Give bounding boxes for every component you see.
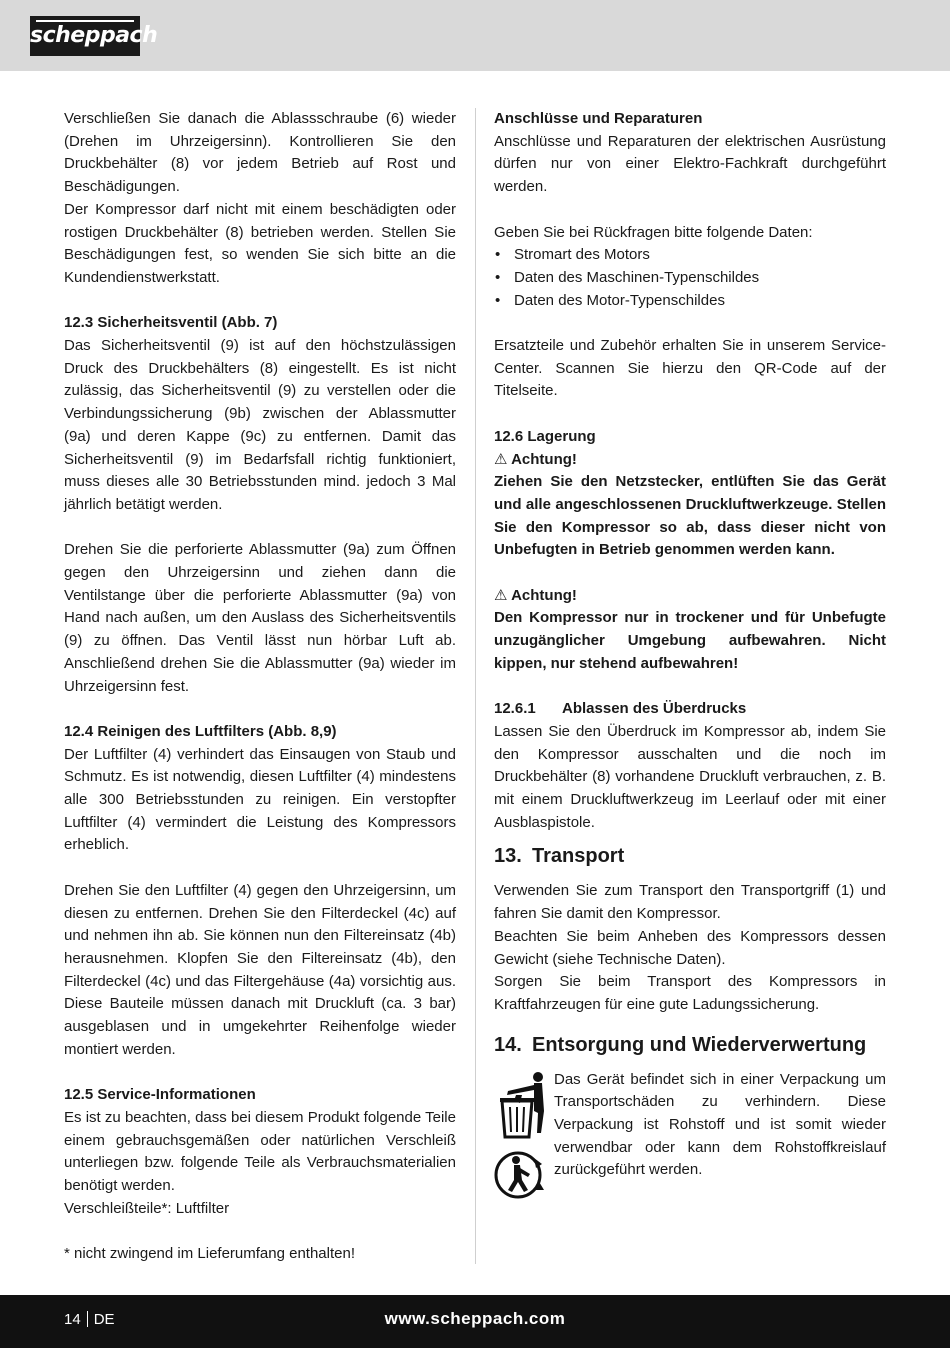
paragraph: Beachten Sie beim Anheben des Kompressors dessen Gewicht (siehe Technische Daten). — [494, 927, 886, 968]
page-number: 14 DE — [64, 1311, 115, 1328]
data-list — [494, 244, 886, 312]
warning-icon: ⚠ — [494, 450, 508, 468]
paragraph: Anschlüsse und Reparaturen der elektrischen Ausrüstung dürfen nur von einer Elektro-Fachkraft durchgeführt werden. — [494, 132, 886, 196]
paragraph: Verschleißteile*: Luftfilter — [64, 1199, 230, 1217]
section-heading-anschluesse: Anschlüsse und Reparaturen — [494, 110, 703, 127]
recycle-person-icon — [494, 1150, 546, 1200]
section-heading-12-4: 12.4 Reinigen des Luftfilters (Abb. 8,9) — [64, 722, 337, 740]
chapter-heading-13: 13. Transport — [494, 845, 625, 868]
warning-text: Den Kompressor nur in trockener und für Unbefugte unzugänglicher Umgebung aufbewahren. Nicht kippen, nur stehend aufbewahren! — [494, 609, 886, 672]
paragraph: Verschließen Sie danach die Ablassschraube (6) wieder (Drehen im Uhrzeigersinn). Kontrollieren Sie den Druckbehälter (8) vor jedem Betrieb auf Rost und Beschädigungen. — [64, 110, 456, 196]
section-heading-12-3: 12.3 Sicherheitsventil (Abb. 7) — [64, 314, 278, 332]
paragraph: Ersatzteile und Zubehör erhalten Sie in unserem Service-Center. Scannen Sie hierzu den QR-Code auf der Titelseite. — [494, 337, 886, 400]
section-heading-12-5: 12.5 Service-Informationen — [64, 1086, 256, 1104]
disposal-section — [494, 1069, 886, 1189]
list-item: • Stromart des Motors — [494, 244, 886, 267]
warning-icon: ⚠ — [494, 586, 508, 604]
paragraph: Drehen Sie den Luftfilter (4) gegen den Uhrzeigersinn, um diesen zu entfernen. Drehen Sie den Filterdeckel (4c) auf und nehmen ihn ab. Sie können nun den Filtereinsatz (4b) herausnehmen. Klopfen Sie den Filtereinsatz (4b), den Filterdeckel (4c) und das Filtergehäuse (4a) vorsichtig aus. Diese Bauteile müssen danach mit Druckluft (ca. 3 bar) ausgeblasen und in umgekehrter Reihenfolge wieder montiert werden. — [64, 881, 456, 1058]
paragraph: Drehen Sie die perforierte Ablassmutter (9a) zum Öffnen gegen den Uhrzeigersinn und ziehen dann die Ventilstange über die perforierte Ablassmutter (9a) von Hand nach außen, um den Auslass des Sicherheitsventils (9) zu öffnen. Das Ventil lässt nun hörbar Luft ab. Anschließend drehen Sie die Ablassmutter (9a) wieder im Uhrzeigersinn fest. — [64, 541, 456, 695]
paragraph: Das Sicherheitsventil (9) ist auf den höchstzulässigen Druck des Druckbehälters (8) eingestellt. Es ist nicht zulässig, das Sicherheitsventil (9) zu verstellen oder die Verbindungssicherung (9b) zwischen der Ablassmutter (9a) und deren Kappe (9c) zu entfernen. Damit das Sicherheitsventil (9) im Bedarfsfall richtig funktioniert, muss dieses alle 30 Betriebsstunden mind. jedoch 3 Mal jährlich betätigt werden. — [64, 337, 456, 513]
section-heading-12-6: 12.6 Lagerung — [494, 427, 596, 445]
disposal-icons — [494, 1071, 546, 1208]
section-heading-12-6-1: 12.6.1 Ablassen des Überdrucks — [494, 700, 747, 718]
paragraph: Das Gerät befindet sich in einer Verpackung um Transportschäden zu verhindern. Diese Verpackung ist Rohstoff und ist somit wieder verwendbar oder kann dem Rohstoffkreislauf zurückgeführt werden. — [554, 1070, 886, 1179]
paragraph: Verwenden Sie zum Transport den Transportgriff (1) und fahren Sie damit den Kompressor. — [494, 882, 886, 923]
column-divider — [475, 108, 476, 1264]
list-item: • Daten des Motor-Typenschildes — [494, 290, 886, 313]
warning-heading: ⚠ Achtung! — [494, 586, 577, 604]
right-column — [494, 108, 886, 1189]
waste-bin-person-icon — [494, 1071, 546, 1141]
page-footer — [0, 1295, 950, 1348]
paragraph: Geben Sie bei Rückfragen bitte folgende Daten: — [494, 223, 813, 241]
chapter-heading-14: 14. Entsorgung und Wiederverwertung — [494, 1033, 867, 1056]
paragraph: Der Luftfilter (4) verhindert das Einsaugen von Staub und Schmutz. Es ist notwendig, diesen Luftfilter (4) mindestens alle 300 Betriebsstunden zu reinigen. Ein verstopfter Luftfilter (4) vermindert die Leistung des Kompressors erheblich. — [64, 745, 456, 854]
website-link[interactable]: www.scheppach.com — [384, 1309, 566, 1328]
footnote: * nicht zwingend im Lieferumfang enthalten! — [64, 1245, 356, 1263]
left-column — [64, 108, 456, 1266]
warning-text: Ziehen Sie den Netzstecker, entlüften Sie das Gerät und alle angeschlossenen Druckluftwerkzeuge. Stellen Sie den Kompressor so ab, dass dieser nicht von Unbefugten in Betrieb genommen werden kann. — [494, 473, 886, 559]
paragraph: Der Kompressor darf nicht mit einem beschädigten oder rostigen Druckbehälter (8) betrieben werden. Stellen Sie Beschädigungen fest, so wenden Sie sich bitte an die Kundendienstwerkstatt. — [64, 200, 456, 286]
list-item: • Daten des Maschinen-Typenschildes — [494, 267, 886, 290]
warning-heading: ⚠ Achtung! — [494, 450, 577, 468]
paragraph: Lassen Sie den Überdruck im Kompressor ab, indem Sie den Kompressor ausschalten und die noch im Druckbehälter (8) vorhandene Druckluft verbrauchen, z. B. mit einem Druckluftwerkzeug im Leerlauf oder mit einer Ausblaspistole. — [494, 722, 886, 831]
page-header — [0, 0, 950, 71]
scheppach-logo: scheppach — [30, 16, 140, 56]
paragraph: Es ist zu beachten, dass bei diesem Produkt folgende Teile einem gebrauchsgemäßen oder natürlichen Verschleiß unterliegen bzw. folgende Teile als Verbrauchsmaterialien benötigt werden. — [64, 1108, 456, 1194]
paragraph: Sorgen Sie beim Transport des Kompressors in Kraftfahrzeugen für eine gute Ladungssicherung. — [494, 973, 886, 1013]
